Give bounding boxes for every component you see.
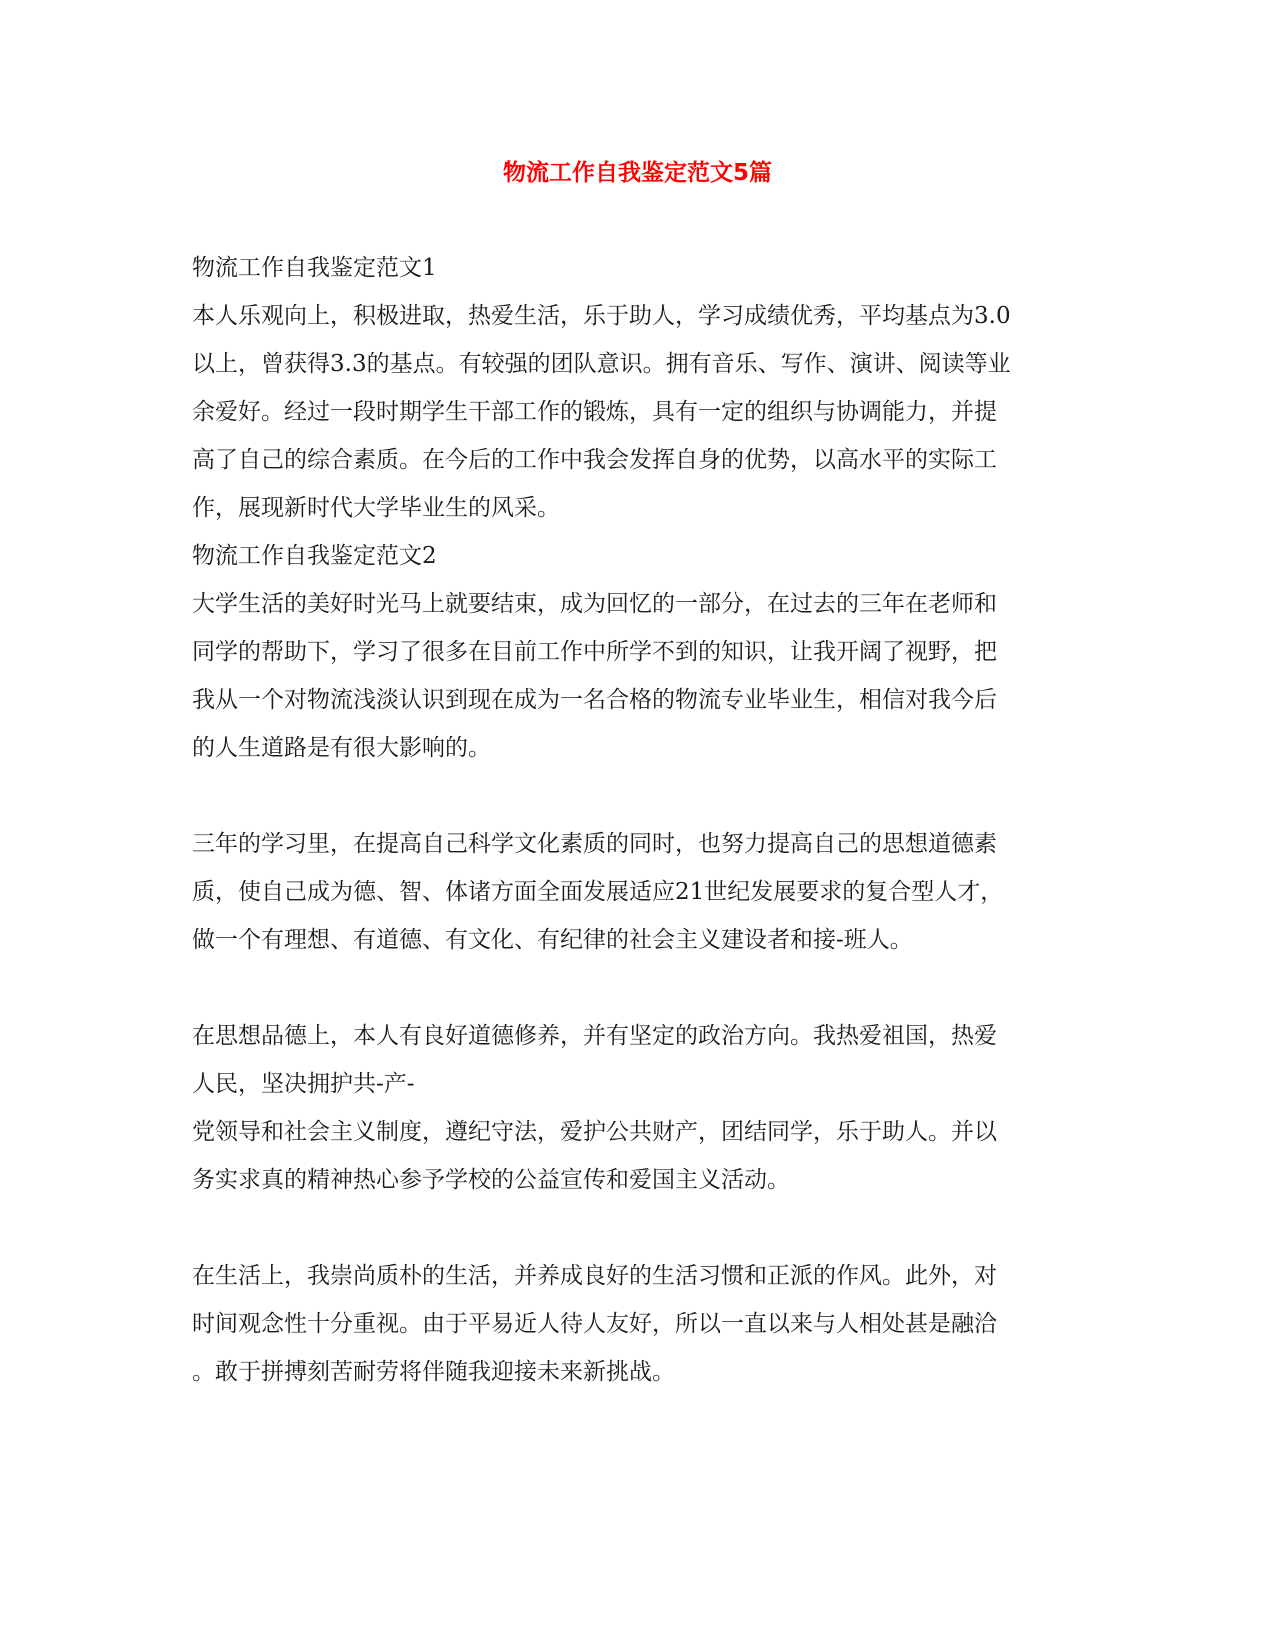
text-line: 在思想品德上，本人有良好道德修养，并有坚定的政治方向。我热爱祖国，热爱	[192, 1023, 997, 1049]
paragraph-gap	[192, 772, 1072, 820]
section-heading-1: 物流工作自我鉴定范文1	[192, 255, 437, 281]
text-line: 以上，曾获得3.3的基点。有较强的团队意识。拥有音乐、写作、演讲、阅读等业	[192, 351, 1011, 377]
text-line: 高了自己的综合素质。在今后的工作中我会发挥自身的优势，以高水平的实际工	[192, 447, 997, 473]
paragraph-gap	[192, 964, 1072, 1012]
text-line: 的人生道路是有很大影响的。	[192, 735, 491, 761]
text-line: 做一个有理想、有道德、有文化、有纪律的社会主义建设者和接-班人。	[192, 927, 913, 953]
section-heading-2: 物流工作自我鉴定范文2	[192, 543, 437, 569]
text-line: 本人乐观向上，积极进取，热爱生活，乐于助人，学习成绩优秀，平均基点为3.0	[192, 303, 1011, 329]
text-line: 时间观念性十分重视。由于平易近人待人友好，所以一直以来与人相处甚是融洽	[192, 1311, 997, 1337]
text-line: 我从一个对物流浅淡认识到现在成为一名合格的物流专业毕业生，相信对我今后	[192, 687, 997, 713]
text-line: 大学生活的美好时光马上就要结束，成为回忆的一部分，在过去的三年在老师和	[192, 591, 997, 617]
text-line: 党领导和社会主义制度，遵纪守法，爱护公共财产，团结同学，乐于助人。并以	[192, 1119, 997, 1145]
text-line: 人民，坚决拥护共-产-	[192, 1071, 415, 1097]
paragraph-gap	[192, 1204, 1072, 1252]
text-line: 作，展现新时代大学毕业生的风采。	[192, 495, 560, 521]
text-line: 三年的学习里，在提高自己科学文化素质的同时，也努力提高自己的思想道德素	[192, 831, 997, 857]
text-line: 务实求真的精神热心参予学校的公益宣传和爱国主义活动。	[192, 1167, 790, 1193]
text-line: 质，使自己成为德、智、体诸方面全面发展适应21世纪发展要求的复合型人才，	[192, 879, 1004, 905]
text-line: 。敢于拼搏刻苦耐劳将伴随我迎接未来新挑战。	[192, 1359, 675, 1385]
document-title: 物流工作自我鉴定范文5篇	[502, 160, 772, 186]
text-line: 余爱好。经过一段时期学生干部工作的锻炼，具有一定的组织与协调能力，并提	[192, 399, 997, 425]
text-line: 同学的帮助下，学习了很多在目前工作中所学不到的知识，让我开阔了视野，把	[192, 639, 997, 665]
document-body	[192, 244, 1072, 1396]
text-line: 在生活上，我崇尚质朴的生活，并养成良好的生活习惯和正派的作风。此外，对	[192, 1263, 997, 1289]
